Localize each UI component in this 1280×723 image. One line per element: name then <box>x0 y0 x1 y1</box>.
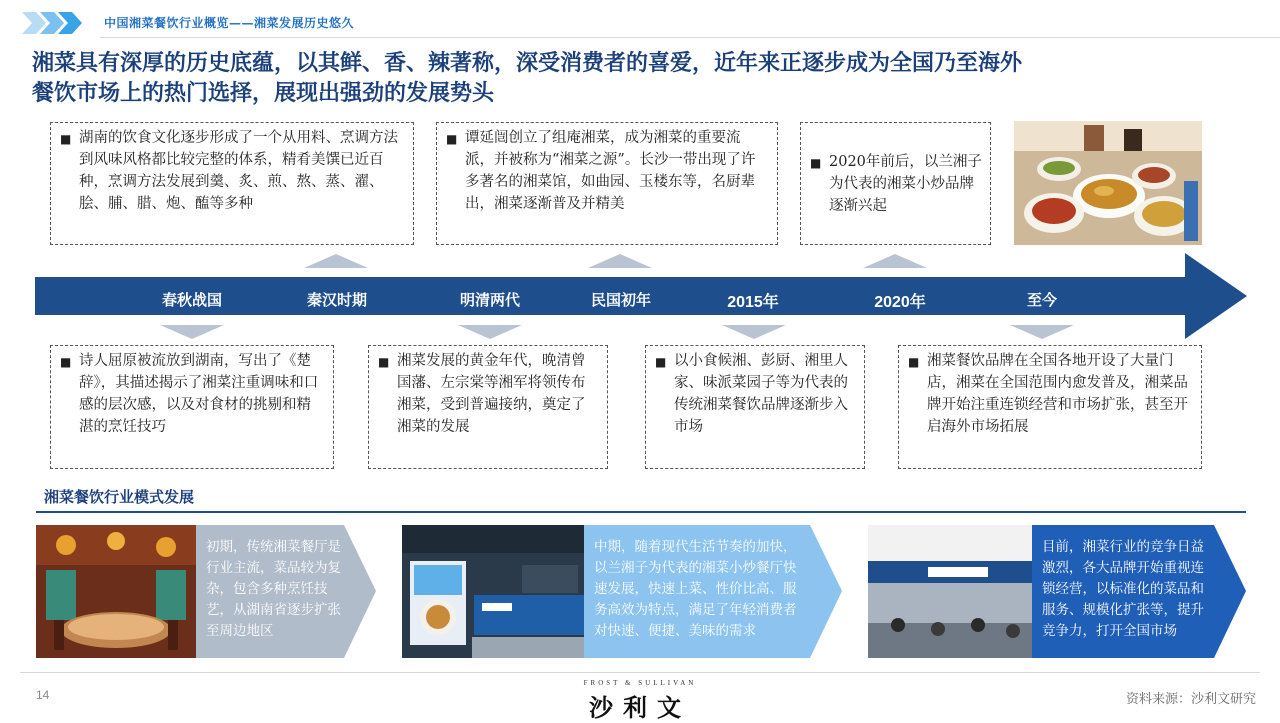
page-title-line-2: 餐饮市场上的热门选择，展现出强劲的发展势头 <box>32 80 495 106</box>
timeline-era-label: 至今 <box>1026 291 1057 309</box>
bullet-icon: ■ <box>60 132 72 146</box>
timeline-box-chunqiu <box>50 345 334 469</box>
timeline-era-label: 明清两代 <box>459 291 520 309</box>
pointer-down-mingqing <box>458 325 522 339</box>
timeline-box-zhijin <box>898 345 1202 469</box>
phase-1-text: 初期，传统湘菜餐厅是行业主流，菜品较为复杂，包含多种烹饪技艺，从湖南省逐步扩张至周边地区 <box>206 539 341 639</box>
bullet-icon: ■ <box>908 355 920 369</box>
timeline-box-text: 湘菜餐饮品牌在全国各地开设了大量门店，湘菜在全国范围内愈发普及，湘菜品牌开始注重连锁经营和市场扩张，甚至开启海外市场拓展 <box>927 353 1188 435</box>
pointer-down-2015 <box>722 325 786 339</box>
timeline-era-label: 2015年 <box>727 294 779 311</box>
bullet-icon: ■ <box>446 132 458 146</box>
pointer-down-zhijin <box>1010 325 1074 339</box>
header-divider <box>100 37 1280 38</box>
page-title-line-1: 湘菜具有深厚的历史底蕴，以其鲜、香、辣著称，深受消费者的喜爱，近年来正逐步成为全国乃至海外 <box>32 50 1023 76</box>
pointer-down-chunqiu <box>160 325 224 339</box>
footer-divider <box>20 672 1260 673</box>
phase-3-text: 目前，湘菜行业的竞争日益激烈，各大品牌开始重视连锁经营，以标准化的菜品和服务、规模化扩张等，提升竞争力，打开全国市场 <box>1042 539 1204 639</box>
section-divider <box>36 511 1246 513</box>
fast-casual-restaurant-photo <box>402 525 584 658</box>
traditional-restaurant-photo <box>36 525 196 658</box>
timeline-box-2020 <box>800 122 991 245</box>
phase-2-text: 中期，随着现代生活节奏的加快，以兰湘子为代表的湘菜小炒餐厅快速发展，快速上菜、性价比高、服务高效为特点，满足了年轻消费者对快速、便捷、美味的需求 <box>594 539 797 639</box>
timeline-era-label: 秦汉时期 <box>306 291 367 309</box>
timeline-box-qin-han <box>50 122 414 245</box>
timeline-box-text: 湖南的饮食文化逐步形成了一个从用料、烹调方法到风味风格都比较完整的体系，精肴美馔已近百种，烹调方法发展到羹、炙、煎、熬、蒸、濯、脍、脯、腊、炮、醢等多种 <box>79 130 398 212</box>
timeline-box-text: 诗人屈原被流放到湖南，写出了《楚辞》，其描述揭示了湘菜注重调味和口感的层次感，以及对食材的挑剔和精湛的烹饪技巧 <box>79 353 319 435</box>
timeline-box-text: 2020年前后，以兰湘子为代表的湘菜小炒品牌逐渐兴起 <box>829 154 982 214</box>
bullet-icon: ■ <box>378 355 390 369</box>
company-logo: 沙利文 <box>589 693 691 722</box>
timeline-box-minguo <box>436 122 778 245</box>
bullet-icon: ■ <box>655 355 667 369</box>
section-title: 湘菜餐饮行业模式发展 <box>44 488 195 506</box>
bullet-icon: ■ <box>60 355 72 369</box>
timeline-box-text: 以小食候湘、彭厨、湘里人家、味派菜园子等为代表的传统湘菜餐饮品牌逐渐步入市场 <box>674 353 848 435</box>
page-number: 14 <box>36 688 50 702</box>
timeline-box-text: 谭延闿创立了组庵湘菜，成为湘菜的重要流派，并被称为“湘菜之源”。长沙一带出现了许多著名的湘菜馆，如曲园、玉楼东等，名厨辈出，湘菜逐渐普及并精美 <box>465 130 756 212</box>
timeline-era-label: 春秋战国 <box>161 291 222 309</box>
timeline-box-text: 湘菜发展的黄金年代，晚清曾国藩、左宗棠等湘军将领传布湘菜，受到普遍接纳，奠定了湘菜的发展 <box>397 353 586 435</box>
chain-store-photo <box>868 525 1032 658</box>
source-note: 资料来源：沙利文研究 <box>1125 692 1256 707</box>
logo-subtext: FROST & SULLIVAN <box>583 679 697 687</box>
bullet-icon: ■ <box>810 156 822 170</box>
timeline-era-label: 民国初年 <box>590 291 651 309</box>
breadcrumb: 中国湘菜餐饮行业概览——湘菜发展历史悠久 <box>104 16 355 30</box>
timeline-box-2015 <box>645 345 865 469</box>
page-title <box>32 48 1262 108</box>
header-chevron-icon <box>22 12 98 34</box>
timeline-era-label: 2020年 <box>874 294 926 311</box>
timeline-box-mingqing <box>368 345 608 469</box>
hunan-dishes-photo <box>1014 121 1202 245</box>
